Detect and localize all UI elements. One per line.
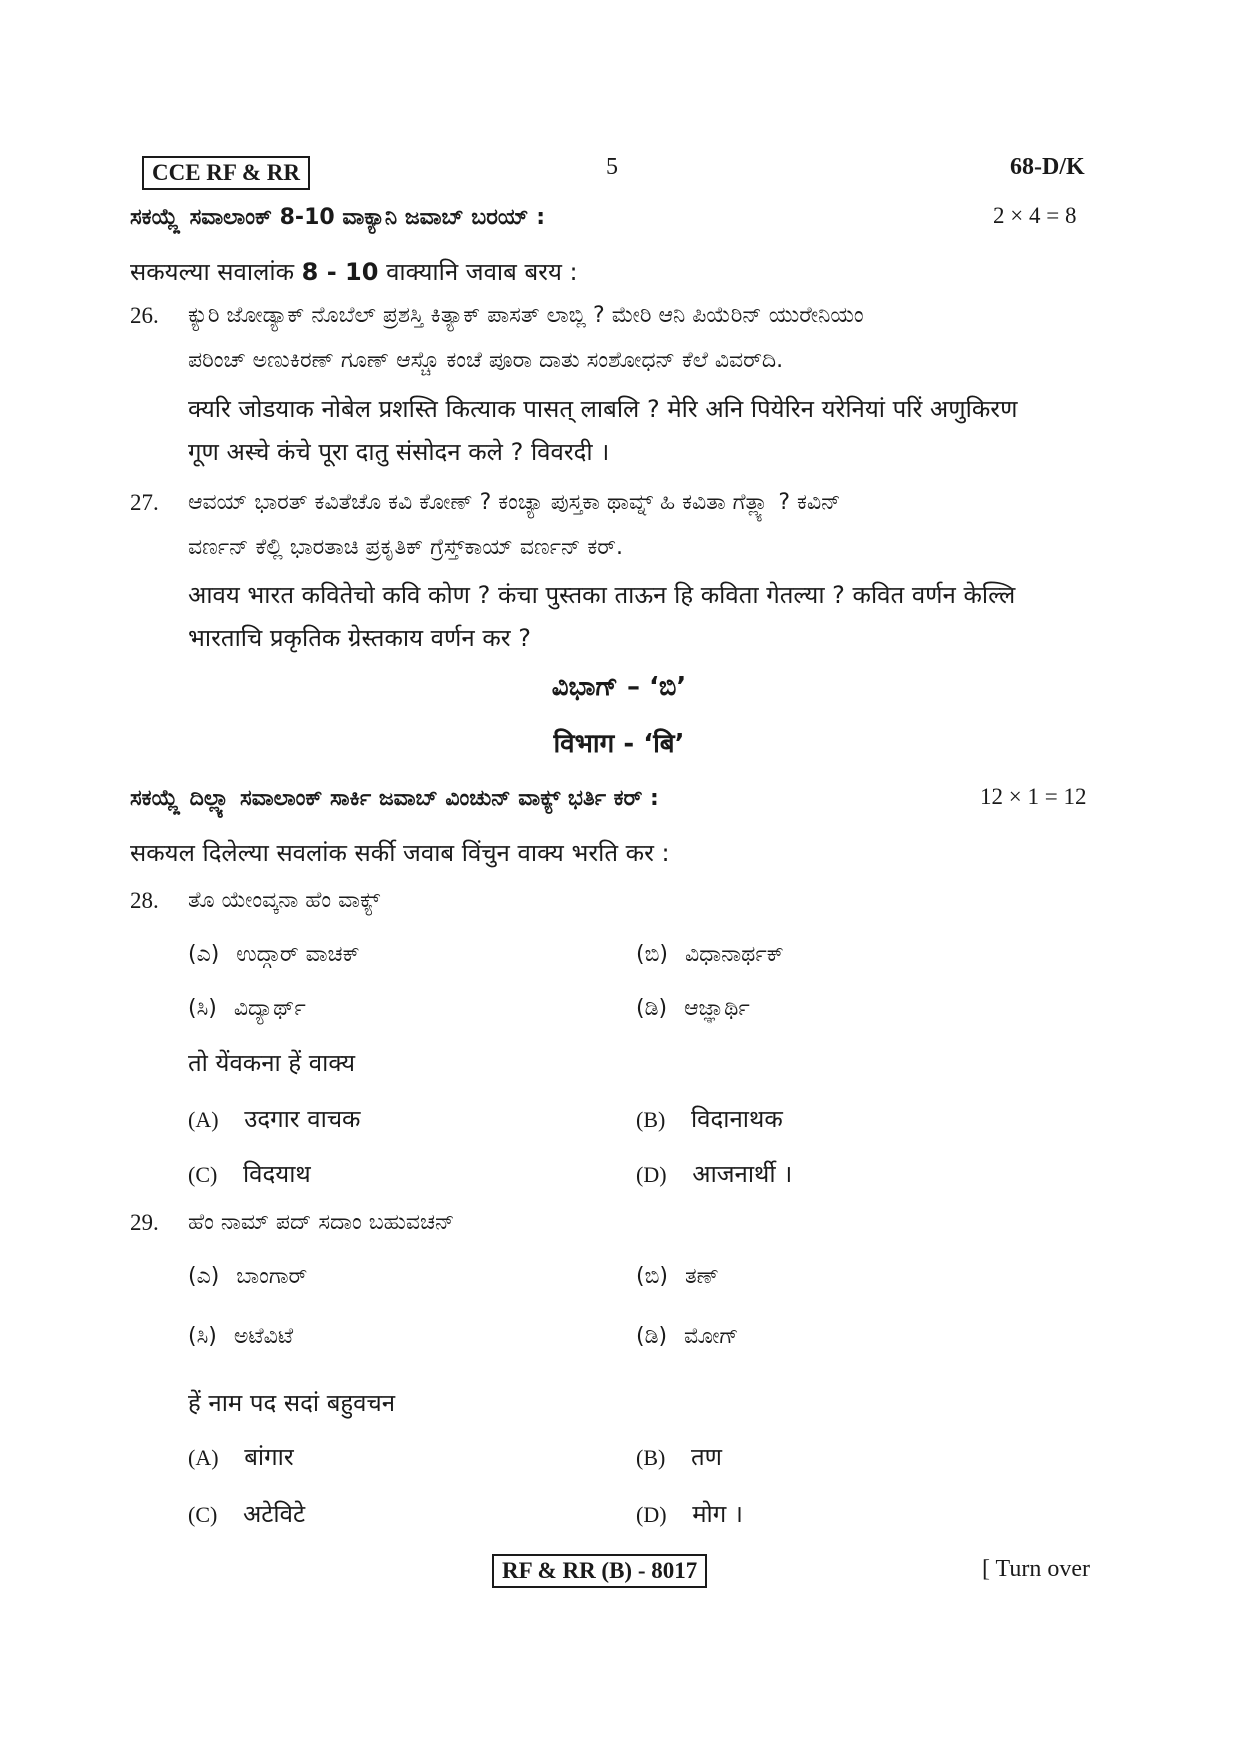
option-label: (ಎ) [188, 942, 220, 967]
q28-option-a-kannada [188, 942, 360, 967]
q27-devanagari-line-2: भारताचि प्रकृतिक ग्रेस्तकाय वर्णन कर ? [188, 624, 531, 652]
header-paper-box: CCE RF & RR [142, 156, 310, 190]
q28-option-b-kannada [636, 942, 784, 967]
q29-option-c-devanagari [188, 1497, 305, 1530]
q29-option-d-devanagari [636, 1497, 743, 1530]
instr-dv-suffix: वाक्यानि जवाब बरय : [386, 258, 578, 286]
option-label: (A) [188, 1107, 219, 1132]
q28-option-c-kannada [188, 996, 306, 1021]
q29-option-b-devanagari [636, 1440, 722, 1473]
question-number-26: 26. [130, 303, 159, 328]
q26-kannada-line-2: ಪರಿಂಚ್ ಅಣುಕಿರಣ್ ಗೂಣ್ ಆಸ್ಚೊ ಕಂಚೆ ಪೂರಾ ದಾತು ಸಂಶೋಧನ್ ಕೆಲೆ ವಿವರ್‌ದಿ. [188, 348, 784, 373]
option-text: ಆಜ್ಞಾರ್ಥಿ [684, 996, 750, 1021]
section-b-instruction-kannada: ಸಕಯ್ಲ್ಲೆ ದಿಲ್ಲ್ಯಾ ಸವಾಲಾಂಕ್ ಸಾರ್ಕಿ ಜವಾಬ್ ವಿಂಚುನ್ ವಾಕ್ಯ್ ಭರ್ತಿ ಕರ್ : [130, 786, 659, 811]
question-number-27: 27. [130, 490, 159, 515]
option-text: ಮೋಗ್ [684, 1324, 739, 1349]
option-text: ವಿದ್ಯಾರ್ಥ್ [233, 996, 306, 1021]
q26-kannada-line-1: ಕ್ಯುರಿ ಜೋಡ್ಯಾಕ್ ನೊಬೆಲ್ ಪ್ರಶಸ್ತಿ ಕಿತ್ಯಾಕ್ ಪಾಸತ್ ಲಾಬ್ಲಿ ? ಮೇರಿ ಆನಿ ಪಿಯೆರಿನ್ ಯುರೇನಿಯಂ [188, 303, 864, 328]
q28-stem-kannada: ತೊ ಯೇಂವ್ಕನಾ ಹೆಂ ವಾಕ್ಯ್ [188, 888, 381, 913]
q29-option-a-devanagari [188, 1440, 294, 1473]
q26-devanagari-line-1: क्यरि जोडयाक नोबेल प्रशस्ति कित्याक पासत् लाबलि ? मेरि अनि पियेरिन यरेनियां परिं अणुकिरण [188, 395, 1018, 423]
instr-dv-range: 8 - 10 [301, 258, 379, 286]
option-text: तण [690, 1443, 723, 1471]
option-label: (ಡಿ) [636, 1324, 668, 1349]
option-text: बांगार [244, 1443, 294, 1471]
option-label: (C) [188, 1502, 218, 1527]
option-label: (B) [636, 1445, 666, 1470]
page-number: 5 [606, 154, 618, 180]
q27-kannada-line-2: ವರ್ಣನ್ ಕೆಲ್ಲಿ ಭಾರತಾಚಿ ಪ್ರಕೃತಿಕ್ ಗ್ರೆಸ್ತ್‌ಕಾಯ್ ವರ್ಣನ್ ಕರ್. [188, 535, 624, 560]
option-text: विदयाथ [242, 1160, 311, 1188]
option-label: (C) [188, 1162, 218, 1187]
turn-over-note: [ Turn over [982, 1556, 1091, 1582]
q27-devanagari-line-1: आवय भारत कवितेचो कवि कोण ? कंचा पुस्तका ताऊन हि कविता गेतल्या ? कवित वर्णन केल्लि [188, 581, 1016, 609]
option-label: (ಬಿ) [636, 942, 668, 967]
option-label: (ಡಿ) [636, 996, 668, 1021]
option-label: (D) [636, 1502, 667, 1527]
instr-dv-prefix: सकयल्या सवालांक [130, 258, 295, 286]
q26-devanagari-line-2: गूण अस्चे कंचे पूरा दातु संसोदन कले ? विवरदी । [188, 438, 610, 466]
q28-option-b-devanagari [636, 1102, 783, 1135]
option-text: ಅಟೆವಿಟೆ [233, 1324, 294, 1349]
option-label: (ಬಿ) [636, 1264, 668, 1289]
q29-stem-devanagari: हें नाम पद सदां बहुवचन [188, 1389, 396, 1417]
option-text: ತಣ್ [684, 1264, 719, 1289]
option-label: (A) [188, 1445, 219, 1470]
q28-option-a-devanagari [188, 1102, 361, 1135]
section-a-instruction-kannada: ಸಕಯ್ಲ್ಲೆ ಸವಾಲಾಂಕ್ 8-10 ವಾಕ್ಯಾನಿ ಜವಾಬ್ ಬರಯ್ : [130, 205, 545, 230]
option-text: विदानाथक [690, 1105, 783, 1133]
option-text: ಉದ್ಗಾರ್ ವಾಚಕ್ [236, 942, 360, 967]
q29-stem-kannada: ಹೆಂ ನಾಮ್ ಪದ್ ಸದಾಂ ಬಹುವಚನ್ [188, 1210, 455, 1235]
section-b-instruction-devanagari: सकयल दिलेल्या सवलांक सर्की जवाब विंचुन वाक्य भरति कर : [130, 839, 670, 867]
option-text: उदगार वाचक [244, 1105, 361, 1133]
option-label: (ಸಿ) [188, 1324, 217, 1349]
option-label: (ಎ) [188, 1264, 220, 1289]
q29-option-b-kannada [636, 1264, 719, 1289]
option-text: ಬಾಂಗಾರ್ [236, 1264, 308, 1289]
option-text: ವಿಧಾನಾರ್ಥಕ್ [684, 942, 784, 967]
paper-code: 68-D/K [1010, 154, 1085, 180]
q28-option-d-devanagari [636, 1157, 792, 1190]
footer-paper-code-box: RF & RR (B) - 8017 [492, 1554, 707, 1588]
option-label: (ಸಿ) [188, 996, 217, 1021]
q27-kannada-line-1: ಆವಯ್ ಭಾರತ್ ಕವಿತೆಚೊ ಕವಿ ಕೋಣ್ ? ಕಂಚ್ಯಾ ಪುಸ್ತಕಾ ಥಾವ್ನ್ ಹಿ ಕವಿತಾ ಗೆತ್ಲ್ಯಾ ? ಕವಿನ್ [188, 490, 841, 515]
q29-option-d-kannada [636, 1324, 738, 1349]
q29-option-c-kannada [188, 1324, 293, 1349]
section-b-marks: 12 × 1 = 12 [980, 784, 1087, 809]
option-text: आजनार्थी । [692, 1160, 793, 1188]
section-a-instruction-devanagari [130, 255, 578, 288]
question-number-28: 28. [130, 888, 159, 913]
option-label: (D) [636, 1162, 667, 1187]
q28-option-d-kannada [636, 996, 750, 1021]
section-a-marks: 2 × 4 = 8 [993, 203, 1077, 228]
q28-stem-devanagari: तो येंवकना हें वाक्य [188, 1049, 356, 1077]
option-label: (B) [636, 1107, 666, 1132]
question-number-29: 29. [130, 1210, 159, 1235]
section-b-title-devanagari: विभाग - ‘बि’ [553, 729, 685, 759]
section-b-title-kannada: ವಿಭಾಗ್ – ‘ಬಿ’ [551, 672, 687, 702]
q28-option-c-devanagari [188, 1157, 311, 1190]
option-text: मोग । [692, 1500, 743, 1528]
q29-option-a-kannada [188, 1264, 307, 1289]
option-text: अटेविटे [242, 1500, 306, 1528]
